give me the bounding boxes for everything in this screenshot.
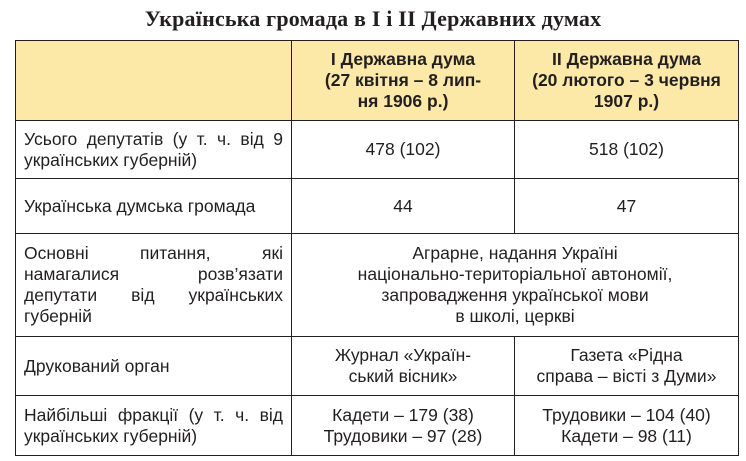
header-second-duma-line: 1907 р.) <box>593 91 660 111</box>
header-second-duma <box>515 41 739 121</box>
factions-second-duma <box>515 396 739 456</box>
row-label-largest-factions: Найбільші фракції (у т. ч. від українських губерній) <box>16 396 292 456</box>
header-first-duma <box>292 41 515 121</box>
row-label-main-issues: Основні питання, які намагалися розв’язати депутати від українських губерній <box>16 234 292 337</box>
printed-organ-first-duma <box>292 337 515 396</box>
table-row <box>16 179 739 234</box>
printed-organ-line: Газета «Рідна <box>570 345 683 365</box>
faction-line: Трудовики – 97 (28) <box>323 425 483 446</box>
faction-line: Кадети – 98 (11) <box>561 425 692 446</box>
community-second-duma: 47 <box>515 179 739 234</box>
table-row <box>16 234 739 337</box>
total-deputies-first-duma: 478 (102) <box>292 121 515 179</box>
header-first-duma-line: ня 1906 р.) <box>357 91 449 111</box>
table-row <box>16 121 739 179</box>
factions-first-duma <box>292 396 515 456</box>
page-title: Українська громада в І і ІІ Державних думах <box>144 6 602 31</box>
faction-line: Кадети – 179 (38) <box>332 404 474 425</box>
header-empty-cell <box>16 41 292 121</box>
row-label-ukrainian-community: Українська думська громада <box>16 179 292 234</box>
header-first-duma-line: I Державна дума <box>330 49 476 69</box>
main-issues-line: в школі, церкві <box>455 306 575 326</box>
header-second-duma-line: II Державна дума <box>551 49 701 69</box>
header-second-duma-line: (20 лютого – 3 червня <box>532 70 721 90</box>
row-label-total-deputies: Усього депутатів (у т. ч. від 9 українських губерній) <box>16 121 292 179</box>
total-deputies-second-duma: 518 (102) <box>515 121 739 179</box>
table-row <box>16 396 739 456</box>
main-issues-line: запровадження української мови <box>381 285 649 305</box>
header-first-duma-line: (27 квітня – 8 лип- <box>324 70 482 90</box>
printed-organ-line: ський вісник» <box>348 366 458 386</box>
printed-organ-line: справа – вісті з Думи» <box>536 366 717 386</box>
duma-comparison-table <box>15 40 739 456</box>
printed-organ-second-duma <box>515 337 739 396</box>
row-label-printed-organ: Друкований орган <box>16 337 292 396</box>
main-issues-combined <box>292 234 739 337</box>
main-issues-line: Аграрне, надання Україні <box>412 243 618 263</box>
community-first-duma: 44 <box>292 179 515 234</box>
main-issues-line: національно-територіальної автономії, <box>357 264 673 284</box>
table-row <box>16 337 739 396</box>
printed-organ-line: Журнал «Україн- <box>334 345 472 365</box>
faction-line: Трудовики – 104 (40) <box>542 404 711 425</box>
table-header-row <box>16 41 739 121</box>
